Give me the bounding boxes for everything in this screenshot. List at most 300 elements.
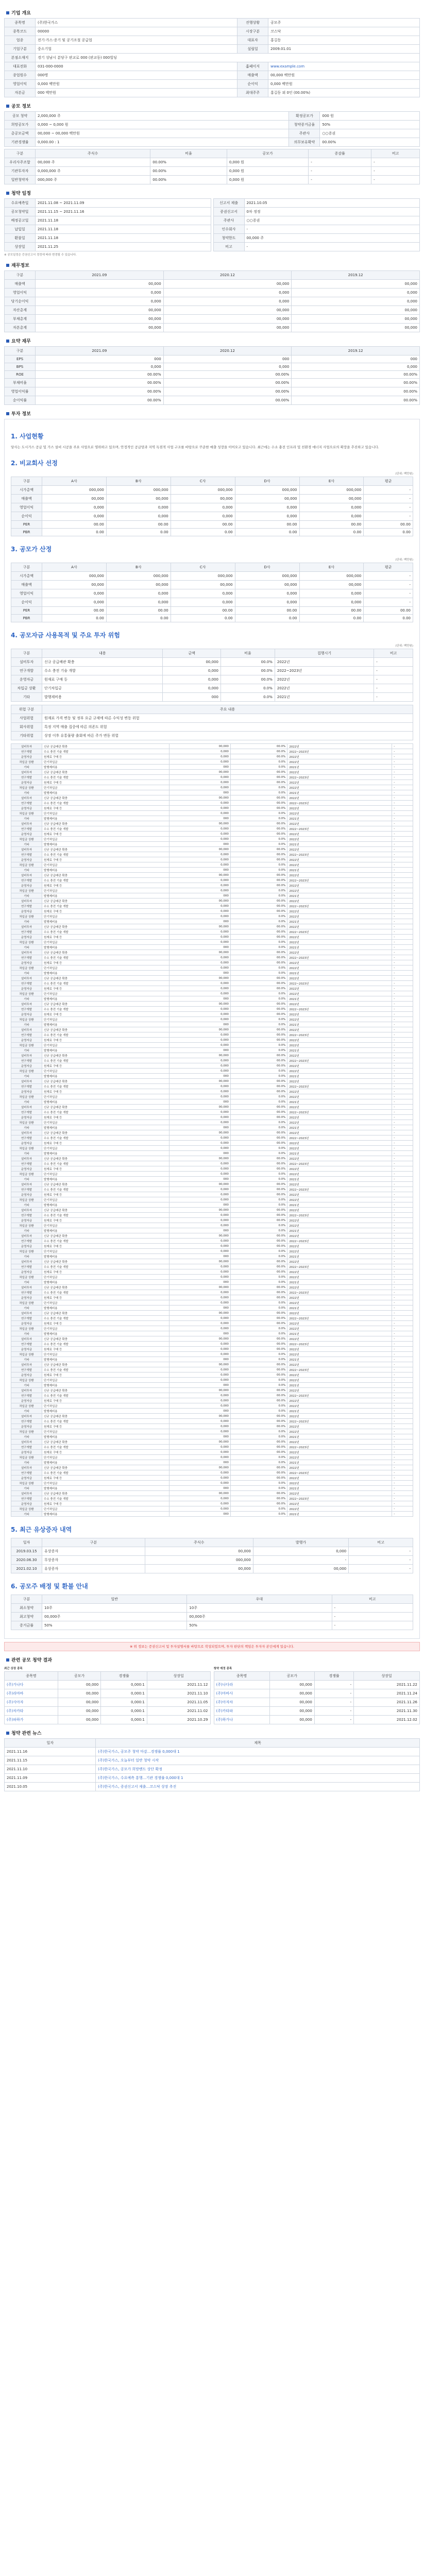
table-cell: 2021.11.08 ~ 2021.11.09 [36, 199, 211, 208]
table-cell: - [392, 1434, 413, 1439]
table-row [11, 607, 413, 615]
table-cell: 0,000 [171, 598, 235, 607]
table-cell: 00.0% [230, 986, 287, 991]
table-cell: 00.0% [230, 1398, 287, 1403]
row-link[interactable]: (주)한국가스, 오늘부터 일반 청약 시작 [96, 1756, 420, 1765]
table-cell: 0,000 [169, 1275, 231, 1280]
row-link[interactable]: (주)아자차 [214, 1698, 269, 1707]
table-cell: - [392, 1357, 413, 1362]
table-cell: 자산총계 [5, 306, 36, 315]
table-cell: 00.0% [230, 1239, 287, 1244]
table-cell: 2021년 [287, 996, 392, 1002]
table-cell: 00.0% [230, 1501, 287, 1506]
table-header-cell: 집행시기 [275, 649, 374, 658]
table-cell: 신규 공급배관 확충 [42, 1156, 169, 1161]
table-cell: 2022년 [287, 759, 392, 765]
table-cell: 단기차입금 [42, 1249, 169, 1254]
table-header-cell: 금액 [163, 649, 221, 658]
row-link[interactable]: (주)한국가스, 공모가 희망밴드 상단 확정 [96, 1765, 420, 1774]
table-header-cell: 2020.12 [163, 271, 292, 280]
table-cell: 0,000 [169, 1218, 231, 1223]
table-cell: 0.0% [230, 1022, 287, 1027]
row-link[interactable]: (주)한국가스, 수요예측 흥행…기관 경쟁률 0,000대 1 [96, 1774, 420, 1783]
table-cell: 원재료 구매 등 [42, 935, 169, 940]
table-cell: 기타 [11, 1177, 42, 1182]
table-cell: 00.0% [230, 1110, 287, 1115]
table-cell: 연구개발 [11, 1032, 42, 1038]
table-row [11, 1244, 413, 1249]
table-cell: - [392, 1058, 413, 1063]
table-cell: 00.0% [230, 1388, 287, 1393]
table-cell: 00.0% [230, 1161, 287, 1166]
table-cell: 발행제비용 [42, 1486, 169, 1491]
table-row [11, 1295, 413, 1300]
table-row [11, 816, 413, 821]
table-cell: 원재료 가격 변동 및 정부 요금 규제에 따른 수익성 변동 위험 [42, 714, 413, 723]
table-cell: 0.0% [230, 1352, 287, 1357]
table-cell: 2022년 [287, 1208, 392, 1213]
table-header-cell: 비고 [371, 149, 420, 158]
table-cell: 00.0% [230, 1491, 287, 1496]
table-cell: 연구개발 [11, 1316, 42, 1321]
analysis-h1: 1. 사업현황 [11, 433, 44, 440]
table-cell: 연구개발 [11, 1058, 42, 1063]
table-cell: 회사위험 [11, 723, 42, 732]
table-row [11, 1136, 413, 1141]
table-row [11, 744, 413, 749]
table-header-row [5, 347, 420, 355]
table-cell: 00.0% [230, 1362, 287, 1367]
table-cell: 운영자금 [11, 1089, 42, 1094]
peer-table-2 [11, 563, 413, 622]
table-row [11, 765, 413, 770]
table-cell: 00,000 [169, 976, 231, 981]
table-row [11, 1342, 413, 1347]
table-row [11, 1450, 413, 1455]
table-cell: 00,000 [169, 1130, 231, 1136]
table-row [11, 935, 413, 940]
table-row [5, 1689, 211, 1698]
table-cell: 2021년 [287, 971, 392, 976]
table-cell: - [392, 1455, 413, 1460]
table-cell: 차입금 상환 [11, 684, 42, 693]
table-cell: 00.00 [106, 607, 171, 615]
row-link[interactable]: (주)하가나 [214, 1716, 269, 1724]
table-cell: 2022년 [287, 1429, 392, 1434]
table-cell: 차입금 상환 [11, 1172, 42, 1177]
table-cell: 0,000 원 [227, 167, 308, 176]
table-cell: 설비투자 [11, 1233, 42, 1239]
table-cell: 2021년 [287, 1434, 392, 1439]
table-row [5, 176, 420, 184]
table-cell: 2022년 [287, 744, 392, 749]
table-cell: 000,000 [299, 486, 364, 495]
table-cell: 운영자금 [11, 1038, 42, 1043]
table-row [11, 1388, 413, 1393]
table-cell: 0.0% [230, 1249, 287, 1254]
table-cell: 00.00 [42, 607, 107, 615]
table-cell: 운영자금 [11, 1141, 42, 1146]
table-cell: 2022년 [287, 780, 392, 785]
table-cell: - [392, 1439, 413, 1445]
table-cell: - [392, 868, 413, 873]
table-cell: 00,000 [163, 280, 292, 289]
table-cell: 00,000 [169, 950, 231, 955]
table-cell: 2022년 [287, 1481, 392, 1486]
table-cell: - [392, 1012, 413, 1017]
table-cell: - [392, 950, 413, 955]
table-cell: 0.0% [230, 1254, 287, 1259]
table-cell: - [392, 1192, 413, 1197]
table-cell: 설비투자 [11, 976, 42, 981]
table-cell: 00,000 [169, 821, 231, 826]
table-row [11, 1306, 413, 1311]
table-cell: 10주 [187, 1604, 332, 1613]
table-cell: - [364, 572, 413, 581]
table-cell: 0.0% [230, 1197, 287, 1202]
table-cell: 원재료 구매 등 [42, 1501, 169, 1506]
table-cell: 0,000 [169, 826, 231, 832]
row-link[interactable]: (주)나다라 [214, 1681, 269, 1689]
table-cell: 설비투자 [11, 873, 42, 878]
table-cell: 00,000 [269, 1716, 314, 1724]
table-cell: 발행제비용 [42, 893, 169, 899]
table-header-cell: A사 [42, 563, 107, 572]
table-row [5, 243, 211, 251]
table-row [5, 396, 420, 405]
table-cell: 00.0% [230, 1130, 287, 1136]
table-cell: 원재료 구매 등 [42, 857, 169, 862]
analysis-box: 1. 사업현황 당사는 도시가스 공급 및 가스 설비 시공을 주요 사업으로 영위하고 있으며, 안정적인 공급망과 지역 독점적 사업 구조를 바탕으로 꾸준한 매출 성장을 이어오고 있습니다. 최근에는 수소 충전 인프라 및 친환경 에너지 사업으로의 확장을 추진하고 있습니다. 2. 비교회사 선정 (단위: 백만원) 구분 A사 B사 C사 D사 E사 평균 시가총액 000,000 000,000 000,000 000,000 000,000 - 매출액 00,000 00,000 00,000 00,000 00,000 - 영업이익 0,000 0,000 0,000 0,000 0,000 - 순이익 0,000 0,000 0,000 0,000 0,000 - PER 00.00 00.00 00.00 00.00 00.00 00.00 PBR 0.00 0.00 0.00 0.00 0.00 0.00 3. 공모가 산정 (단위: 백만원) 구분 A사 B사 C사 D사 E사 평균 시가총액 000,000 000,000 000,000 000,000 000,000 - 매출액 00,000 00,000 00,000 00,000 00,000 - 영업이익 0,000 0,000 0,000 0,000 0,000 - 순이익 0,000 0,000 0,000 0,000 0,000 - PER 00.00 00.00 00.00 00.00 00.00 00.00 PBR 0.00 0.00 0.00 0.00 0.00 0.00 4. 공모자금 사용목적 및 주요 투자 위험 (단위: 백만원) 구분 내용 금액 비율 집행시기 비고 설비투자 신규 공급배관 확충 00,000 00.0% 2022년 - 연구개발 수소 충전 기술 개발 0,000 00.0% 2022~2023년 - 운영자금 원재료 구매 등 0,000 00.0% 2022년 - 차입금 상환 단기차입금 0,000 0.0% 2022년 - 기타 발행제비용 000 0.0% 2021년 - 위험 구분 주요 내용 사업위험 원재료 가격 변동 및 정부 요금 규제에 따른 수익성 변동 위험 회사위험 특정 지역 매출 집중에 따른 의존도 위험 기타위험 상장 이후 유통물량 출회에 따른 주가 변동 위험 설비투자 신규 공급배관 확충 00,000 00.0% 2022년 - 연구개발 수소 충전 기술 개발 0,000 00.0% 2022~2023년 - 운영자금 원재료 구매 등 0,000 00.0% 2022년 - 차입금 상환 단기차입금 0,000 0.0% 2022년 - 기타 발행제비용 000 0.0% 2021년 - 설비투자 신규 공급배관 확충 00,000 00.0% 2022년 - 연구개발 수소 충전 기술 개발 0,000 00.0% 2022~2023년 - 운영자금 원재료 구매 등 0,000 00.0% 2022년 - 차입금 상환 단기차입금 0,000 0.0% 2022년 - 기타 발행제비용 000 0.0% 2021년 - 설비투자 신규 공급배관 확충 00,000 00.0% 2022년 - 연구개발 수소 충전 기술 개발 0,000 00.0% 2022~2023년 - 운영자금 원재료 구매 등 0,000 00.0% 2022년 - 차입금 상환 단기차입금 0,000 0.0% 2022년 - 기타 발행제비용 000 0.0% 2021년 - 설비투자 신규 공급배관 확충 00,000 00.0% 2022년 - 연구개발 수소 충전 기술 개발 0,000 00.0% 2022~2023년 - 운영자금 원재료 구매 등 0,000 00.0% 2022년 - 차입금 상환 단기차입금 0,000 0.0% 2022년 - 기타 발행제비용 000 0.0% 2021년 - 설비투자 신규 공급배관 확충 00,000 00.0% 2022년 - 연구개발 수소 충전 기술 개발 0,000 00.0% 2022~2023년 - 운영자금 원재료 구매 등 0,000 00.0% 2022년 - 차입금 상환 단기차입금 0,000 0.0% 2022년 - 기타 발행제비용 000 0.0% 2021년 - 설비투자 신규 공급배관 확충 00,000 00.0% 2022년 - 연구개발 수소 충전 기술 개발 0,000 00.0% 2022~2023년 - 운영자금 원재료 구매 등 0,000 00.0% 2022년 - 차입금 상환 단기차입금 0,000 0.0% 2022년 - 기타 발행제비용 000 0.0% 2021년 - 설비투자 신규 공급배관 확충 00,000 00.0% 2022년 - 연구개발 수소 충전 기술 개발 0,000 00.0% 2022~2023년 - 운영자금 원재료 구매 등 0,000 00.0% 2022년 - 차입금 상환 단기차입금 0,000 0.0% 2022년 - 기타 발행제비용 000 0.0% 2021년 - 설비투자 신규 공급배관 확충 00,000 00.0% 2022년 - 연구개발 수소 충전 기술 개발 0,000 00.0% 2022~2023년 - 운영자금 원재료 구매 등 0,000 00.0% 2022년 - 차입금 상환 단기차입금 0,000 0.0% 2022년 - 기타 발행제비용 000 0.0% 2021년 - 설비투자 신규 공급배관 확충 00,000 00.0% 2022년 - 연구개발 수소 충전 기술 개발 0,000 00.0% 2022~2023년 - 운영자금 원재료 구매 등 0,000 00.0% 2022년 - 차입금 상환 단기차입금 0,000 0.0% 2022년 - 기타 발행제비용 000 0.0% 2021년 - 설비투자 신규 공급배관 확충 00,000 00.0% 2022년 - 연구개발 수소 충전 기술 개발 0,000 00.0% 2022~2023년 - 운영자금 원재료 구매 등 0,000 00.0% 2022년 - 차입금 상환 단기차입금 0,000 0.0% 2022년 - 기타 발행제비용 000 0.0% 2021년 - 설비투자 신규 공급배관 확충 00,000 00.0% 2022년 - 연구개발 수소 충전 기술 개발 0,000 00.0% 2022~2023년 - 운영자금 원재료 구매 등 0,000 00.0% 2022년 - 차입금 상환 단기차입금 0,000 0.0% 2022년 - 기타 발행제비용 000 0.0% 2021년 - 설비투자 신규 공급배관 확충 00,000 00.0% 2022년 - 연구개발 수소 충전 기술 개발 0,000 00.0% 2022~2023년 - 운영자금 원재료 구매 등 0,000 00.0% 2022년 - 차입금 상환 단기차입금 0,000 0.0% 2022년 - 기타 발행제비용 000 0.0% 2021년 - 설비투자 신규 공급배관 확충 00,000 00.0% 2022년 - 연구개발 수소 충전 기술 개발 0,000 00.0% 2022~2023년 - 운영자금 원재료 구매 등 0,000 00.0% 2022년 - 차입금 상환 단기차입금 0,000 0.0% 2022년 - 기타 발행제비용 000 0.0% 2021년 - 설비투자 신규 공급배관 확충 00,000 00.0% 2022년 - 연구개발 수소 충전 기술 개발 0,000 00.0% 2022~2023년 - 운영자금 원재료 구매 등 0,000 00.0% 2022년 - 차입금 상환 단기차입금 0,000 0.0% 2022년 - 기타 발행제비용 000 0.0% 2021년 - 설비투자 신규 공급배관 확충 00,000 00.0% 2022년 - 연구개발 수소 충전 기술 개발 0,000 00.0% 2022~2023년 - 운영자금 원재료 구매 등 0,000 00.0% 2022년 - 차입금 상환 단기차입금 0,000 0.0% 2022년 - 기타 발행제비용 000 0.0% 2021년 - 설비투자 신규 공급배관 확충 00,000 00.0% 2022년 - 연구개발 수소 충전 기술 개발 0,000 00.0% 2022~2023년 - 운영자금 원재료 구매 등 0,000 00.0% 2022년 - 차입금 상환 단기차입금 0,000 0.0% 2022년 - 기타 발행제비용 000 0.0% 2021년 - 설비투자 신규 공급배관 확충 00,000 00.0% 2022년 - 연구개발 수소 충전 기술 개발 0,000 00.0% 2022~2023년 - 운영자금 원재료 구매 등 0,000 00.0% 2022년 - 차입금 상환 단기차입금 0,000 0.0% 2022년 - 기타 발행제비용 000 0.0% 2021년 - 설비투자 신규 공급배관 확충 00,000 00.0% 2022년 - 연구개발 수소 충전 기술 개발 0,000 00.0% 2022~2023년 - 운영자금 원재료 구매 등 0,000 00.0% 2022년 - 차입금 상환 단기차입금 0,000 0.0% 2022년 - 기타 발행제비용 000 0.0% 2021년 - 설비투자 신규 공급배관 확충 00,000 00.0% 2022년 - 연구개발 수소 충전 기술 개발 0,000 00.0% 2022~2023년 - 운영자금 원재료 구매 등 0,000 00.0% 2022년 - 차입금 상환 단기차입금 0,000 0.0% 2022년 - 기타 발행제비용 000 0.0% 2021년 - 설비투자 신규 공급배관 확충 00,000 00.0% 2022년 - 연구개발 수소 충전 기술 개발 0,000 00.0% 2022~2023년 - 운영자금 원재료 구매 등 0,000 00.0% 2022년 - 차입금 상환 단기차입금 0,000 0.0% 2022년 - 기타 발행제비용 000 0.0% 2021년 - 설비투자 신규 공급배관 확충 00,000 00.0% 2022년 - 연구개발 수소 충전 기술 개발 0,000 00.0% 2022~2023년 - 운영자금 원재료 구매 등 0,000 00.0% 2022년 - 차입금 상환 단기차입금 0,000 0.0% 2022년 - 기타 발행제비용 000 0.0% 2021년 - 설비투자 신규 공급배관 확충 00,000 00.0% 2022년 - 연구개발 수소 충전 기술 개발 0,000 00.0% 2022~2023년 - 운영자금 원재료 구매 등 0,000 00.0% 2022년 - 차입금 상환 단기차입금 0,000 0.0% 2022년 - 기타 발행제비용 000 0.0% 2021년 - 설비투자 신규 공급배관 확충 00,000 00.0% 2022년 - 연구개발 수소 충전 기술 개발 0,000 00.0% 2022~2023년 - 운영자금 원재료 구매 등 0,000 00.0% 2022년 - 차입금 상환 단기차입금 0,000 0.0% 2022년 - 기타 발행제비용 000 0.0% 2021년 - 설비투자 신규 공급배관 확충 00,000 00.0% 2022년 - 연구개발 수소 충전 기술 개발 0,000 00.0% 2022~2023년 - 운영자금 원재료 구매 등 0,000 00.0% 2022년 - 차입금 상환 단기차입금 0,000 0.0% 2022년 - 기타 발행제비용 000 0.0% 2021년 - 설비투자 신규 공급배관 확충 00,000 00.0% 2022년 - 연구개발 수소 충전 기술 개발 0,000 00.0% 2022~2023년 - 운영자금 원재료 구매 등 0,000 00.0% 2022년 - 차입금 상환 단기차입금 0,000 0.0% 2022년 - 기타 발행제비용 000 0.0% 2021년 - 설비투자 신규 공급배관 확충 00,000 00.0% 2022년 - 연구개발 수소 충전 기술 개발 0,000 00.0% 2022~2023년 - 운영자금 원재료 구매 등 0,000 00.0% 2022년 - 차입금 상환 단기차입금 0,000 0.0% 2022년 - 기타 발행제비용 000 0.0% 2021년 - 설비투자 신규 공급배관 확충 00,000 00.0% 2022년 - 연구개발 수소 충전 기술 개발 0,000 00.0% 2022~2023년 - 운영자금 원재료 구매 등 0,000 00.0% 2022년 - 차입금 상환 단기차입금 0,000 0.0% 2022년 - 기타 발행제비용 000 0.0% 2021년 - 설비투자 신규 공급배관 확충 00,000 00.0% 2022년 - 연구개발 수소 충전 기술 개발 0,000 00.0% 2022~2023년 - 운영자금 원재료 구매 등 0,000 00.0% 2022년 - 차입금 상환 단기차입금 0,000 0.0% 2022년 - 기타 발행제비용 000 0.0% 2021년 - 설비투자 신규 공급배관 확충 00,000 00.0% 2022년 - 연구개발 수소 충전 기술 개발 0,000 00.0% 2022~2023년 - 운영자금 원재료 구매 등 0,000 00.0% 2022년 - 차입금 상환 단기차입금 0,000 0.0% 2022년 - 기타 발행제비용 000 0.0% 2021년 - 설비투자 신규 공급배관 확충 00,000 00.0% 2022년 - 연구개발 수소 충전 기술 개발 0,000 00.0% 2022~2023년 - 운영자금 원재료 구매 등 0,000 00.0% 2022년 - 차입금 상환 단기차입금 0,000 0.0% 2022년 - 기타 발행제비용 000 0.0% 2021년 - 5. 최근 유상증자 내역 일자 구분 주식수 발행가 비고 2019.03.15 유상증자 00,000 0,000 - 2020.06.30 무상증자 000,000 - - 2021.02.10 유상증자 00,000 00,000 - 6. 공모주 배정 및 환불 안내 구분 일반 우대 비고 최소청약 10주 10주 - 최고청약 00,000주 00,000주 - 증거금률 50% 50% - [4, 419, 420, 1639]
table-row [11, 1481, 413, 1486]
table-cell: 수소 충전 기술 개발 [42, 1032, 169, 1038]
table-cell: 발행제비용 [42, 996, 169, 1002]
table-cell: 신규 공급배관 확충 [42, 1336, 169, 1342]
table-cell: 신규 공급배관 확충 [42, 1105, 169, 1110]
table-cell: 수소 충전 기술 개발 [42, 852, 169, 857]
table-cell: 순이익률 [5, 396, 36, 405]
table-cell: 0.0% [230, 1099, 287, 1105]
table-cell: PER [11, 607, 42, 615]
table-row [11, 893, 413, 899]
table-cell: 신규 공급배관 확충 [42, 1414, 169, 1419]
table-row [11, 1347, 413, 1352]
table-cell: 00,000 [163, 315, 292, 324]
table-cell: 2021.12.02 [354, 1716, 420, 1724]
table-row [11, 1063, 413, 1069]
table-cell: - [392, 1069, 413, 1074]
table-cell: 000 [169, 1074, 231, 1079]
table-cell: 00.0% [230, 1002, 287, 1007]
bullet-icon [6, 192, 9, 195]
table-cell: 0,000 [169, 1161, 231, 1166]
table-row [5, 158, 420, 167]
table-cell: 증권신고서 [213, 208, 244, 216]
table-row [5, 1748, 420, 1756]
table-cell: 신규 공급배관 확충 [42, 1233, 169, 1239]
table-cell: 수소 충전 기술 개발 [42, 955, 169, 960]
table-cell: 0.0% [230, 1043, 287, 1048]
table-cell: 2021.11.15 ~ 2021.11.16 [36, 208, 211, 216]
table-cell: 영업이익률 [5, 387, 36, 396]
table-cell: 0,000 [169, 1017, 231, 1022]
table-cell: 0,000 [36, 363, 164, 371]
table-cell: 단기차입금 [42, 940, 169, 945]
table-row [5, 129, 420, 138]
table-cell: 기타 [11, 1512, 42, 1517]
table-cell: 0,000 [169, 780, 231, 785]
table-row [11, 1130, 413, 1136]
table-cell: 2020.06.30 [11, 1556, 42, 1565]
table-cell: 0,000 [169, 1429, 231, 1434]
table-cell: - [392, 816, 413, 821]
table-cell: 2022년 [287, 1347, 392, 1352]
table-cell: - [392, 754, 413, 759]
table-cell: 2022~2023년 [287, 878, 392, 883]
table-row [5, 138, 420, 147]
row-link[interactable]: (주)파하가 [5, 1716, 58, 1724]
table-cell: 운영자금 [11, 1398, 42, 1403]
table-cell: 000 [169, 868, 231, 873]
table-cell: 운영자금 [11, 1244, 42, 1249]
table-cell: 수소 충전 기술 개발 [42, 1445, 169, 1450]
table-cell: 2022년 [287, 1244, 392, 1249]
table-row [11, 1074, 413, 1079]
table-cell: 2022~2023년 [287, 1470, 392, 1476]
table-row [5, 234, 211, 243]
table-cell: 단기차입금 [42, 888, 169, 893]
table-row [5, 324, 420, 332]
table-row [11, 723, 413, 732]
row-link[interactable]: (주)한국가스, 증권신고서 제출…코스닥 상장 추진 [96, 1783, 420, 1791]
peer-table [11, 477, 413, 536]
table-cell: 00,000 [169, 847, 231, 852]
table-cell: 연구개발 [11, 775, 42, 780]
row-link[interactable]: (주)가나다 [5, 1681, 58, 1689]
row-link[interactable]: (주)마바사 [214, 1689, 269, 1698]
table-cell: 수소 충전 기술 개발 [42, 1367, 169, 1372]
table-cell: 00.0% [221, 675, 275, 684]
table-cell: 단기차입금 [42, 1197, 169, 1202]
table-cell: 설비투자 [11, 744, 42, 749]
row-link[interactable]: (주)사아자 [5, 1698, 58, 1707]
table-cell: 연구개발 [11, 1213, 42, 1218]
table-row [11, 1048, 413, 1053]
table-cell: 신규 공급배관 확충 [42, 1311, 169, 1316]
table-row [11, 1254, 413, 1259]
table-cell: 2021.02.10 [11, 1565, 42, 1573]
table-cell: 단기차입금 [42, 811, 169, 816]
table-cell: 2022년 [287, 1321, 392, 1326]
table-cell: - [392, 1094, 413, 1099]
table-cell: 수소 충전 기술 개발 [42, 1264, 169, 1269]
table-cell: 00,000 ~ 00,000 백만원 [36, 129, 289, 138]
table-cell: - [392, 1512, 413, 1517]
table-cell: - [392, 1032, 413, 1038]
table-header-cell: 경쟁률 [101, 1672, 147, 1681]
table-row [11, 1357, 413, 1362]
table-cell: 00,000 [253, 1565, 348, 1573]
table-cell: - [392, 1002, 413, 1007]
table-cell: 연구개발 [11, 1007, 42, 1012]
table-row [11, 780, 413, 785]
table-cell: 0,000 [299, 589, 364, 598]
table-cell: 운영자금 [11, 1450, 42, 1455]
table-cell: 0,000 [106, 503, 171, 512]
table-cell: 단기차입금 [42, 1043, 169, 1048]
company-table: 종목명 (주)한국가스 진행상황 공모주 종목코드 00000 시장구분 코스닥 업종 전기·가스·증기 및 공기조절 공급업 대표자 홍길동 기업구분 중소기업 설립일 2009.01.01 본점소재지 경기 성남시 분당구 판교로 000 (판교동) 000빌딩 대표전화 031-000-0000 홈페이지 www.example.com 종업원수 000명 매출액 00,000 백만원 영업이익 0,000 백만원 순이익 0,000 백만원 자본금 000 백만원 최대주주 홍길동 외 0인 (00.00%) [4, 18, 420, 97]
table-cell: 2022~2023년 [287, 1110, 392, 1115]
table-cell: 00.00% [292, 379, 420, 387]
table-cell: - [374, 667, 413, 675]
table-cell: - [392, 1022, 413, 1027]
table-cell: - [392, 1280, 413, 1285]
table-header-cell: A사 [42, 477, 107, 486]
table-cell: 유상증자 [42, 1547, 145, 1556]
table-cell: 원재료 구매 등 [42, 806, 169, 811]
table-cell: 설비투자 [11, 1311, 42, 1316]
table-cell: 차입금 상환 [11, 1069, 42, 1074]
table-cell: 00.00 [106, 521, 171, 529]
row-link[interactable]: (주)카타파 [214, 1707, 269, 1716]
table-cell: 운영자금 [11, 1321, 42, 1326]
table-cell: 발행제비용 [42, 1280, 169, 1285]
table-cell: 2022년 [287, 986, 392, 991]
table-cell: 00.0% [230, 770, 287, 775]
table-cell: 00.0% [230, 1192, 287, 1197]
detail-table [11, 743, 413, 1517]
table-row [11, 899, 413, 904]
table-cell: 운영자금 [11, 1012, 42, 1017]
table-row [11, 1290, 413, 1295]
table-row [11, 971, 413, 976]
table-cell: 2022년 [287, 960, 392, 965]
table-cell: 주관사 [213, 216, 244, 225]
table-cell: 0,000 [169, 1141, 231, 1146]
table-cell: - [392, 919, 413, 924]
table-cell: 차입금 상환 [11, 1429, 42, 1434]
table-cell: 2021.11.26 [354, 1698, 420, 1707]
analysis-p1: 당사는 도시가스 공급 및 가스 설비 시공을 주요 사업으로 영위하고 있으며, 안정적인 공급망과 지역 독점적 사업 구조를 바탕으로 꾸준한 매출 성장을 이어오고 있습니다. 최근에는 수소 충전 인프라 및 친환경 에너지 사업으로의 확장을 추진하고 있습니다. [11, 445, 379, 449]
table-cell: 기타 [11, 1434, 42, 1439]
table-cell: 최소청약 [11, 1604, 42, 1613]
table-cell: 0,000 [169, 1244, 231, 1249]
table-cell: 0.0% [230, 1357, 287, 1362]
table-cell: 0,000 [169, 1089, 231, 1094]
table-row [11, 832, 413, 837]
table-cell: 0,000 [169, 1038, 231, 1043]
table-cell: 2022년 [287, 1146, 392, 1151]
table-cell: 0.00 [299, 529, 364, 536]
table-header-cell: E사 [299, 563, 364, 572]
table-cell: 000 [163, 693, 221, 702]
table-cell: 0.0% [230, 1125, 287, 1130]
table-cell: 2022년 [287, 1275, 392, 1280]
table-cell: 2022년 [287, 965, 392, 971]
company-name: (주)한국가스 [36, 19, 238, 27]
table-cell: 단기차입금 [42, 965, 169, 971]
table-cell: 000,000 [42, 486, 107, 495]
table-cell: 설비투자 [11, 1208, 42, 1213]
table-cell: 차입금 상환 [11, 1378, 42, 1383]
table-cell: 0.0% [230, 1455, 287, 1460]
table-cell: 2022년 [287, 935, 392, 940]
table-cell: 발행제비용 [42, 842, 169, 847]
table-cell: 00,000 [169, 1002, 231, 1007]
table-cell: - [392, 1424, 413, 1429]
table-cell: 00.0% [230, 1295, 287, 1300]
table-cell: 00,000 [169, 1491, 231, 1496]
table-cell: 0,000 [106, 598, 171, 607]
table-row [11, 1218, 413, 1223]
table-cell: 차입금 상환 [11, 1275, 42, 1280]
table-cell: 0.0% [230, 1280, 287, 1285]
table-cell: 차입금 상환 [11, 940, 42, 945]
table-label: 총공모금액 [5, 129, 36, 138]
table-cell: 2021.11.16 [5, 1748, 96, 1756]
table-cell: 우리사주조합 [5, 158, 36, 167]
homepage-link[interactable]: www.example.com [268, 62, 419, 71]
table-cell: 000 [169, 816, 231, 821]
table-cell: 설비투자 [11, 1336, 42, 1342]
table-cell: 기타 [11, 971, 42, 976]
table-cell: 0.0% [230, 965, 287, 971]
table-row [11, 1017, 413, 1022]
table-cell: 단기차입금 [42, 1300, 169, 1306]
table-row [5, 306, 420, 315]
row-link[interactable]: (주)한국가스, 공모주 청약 마감…경쟁률 0,000대 1 [96, 1748, 420, 1756]
table-cell: 0,000 [169, 1192, 231, 1197]
table-cell: 설비투자 [11, 1105, 42, 1110]
table-cell: 0,000 [169, 914, 231, 919]
table-cell: - [392, 1409, 413, 1414]
table-cell: 수소 충전 기술 개발 [42, 1290, 169, 1295]
table-cell: - [392, 893, 413, 899]
table-cell: 0,000 ~ 0,000 원 [36, 121, 289, 129]
table-cell: 00,000 [58, 1707, 101, 1716]
table-row [11, 965, 413, 971]
table-cell: 2022~2023년 [287, 1058, 392, 1063]
table-cell: - [392, 1244, 413, 1249]
table-cell: - [392, 1027, 413, 1032]
table-cell: 2022년 [287, 1388, 392, 1393]
table-row [11, 1321, 413, 1326]
table-cell: 설비투자 [11, 1053, 42, 1058]
table-cell: 00.00% [320, 138, 420, 147]
table-cell: 0,000 [169, 1146, 231, 1151]
table-cell: 상장 이후 유통물량 출회에 따른 주가 변동 위험 [42, 732, 413, 740]
table-cell: 연구개발 [11, 826, 42, 832]
table-cell: 000 [169, 1486, 231, 1491]
table-cell: 0.0% [230, 1506, 287, 1512]
table-row [11, 749, 413, 754]
table-cell: 운영자금 [11, 1192, 42, 1197]
table-cell: 0.0% [230, 945, 287, 950]
table-cell: 0,000 [169, 1300, 231, 1306]
row-link[interactable]: (주)차카타 [5, 1707, 58, 1716]
table-row [11, 1146, 413, 1151]
table-cell: - [314, 1689, 353, 1698]
table-cell: - [392, 1063, 413, 1069]
table-row [11, 1202, 413, 1208]
table-header-row [11, 477, 413, 486]
row-link[interactable]: (주)라마바 [5, 1689, 58, 1698]
table-cell: 부채총계 [5, 315, 36, 324]
table-cell: 0,000 [169, 1342, 231, 1347]
table-cell: 0,000 [169, 801, 231, 806]
table-cell: 0,000 [169, 1166, 231, 1172]
table-cell: 원재료 구매 등 [42, 675, 163, 684]
